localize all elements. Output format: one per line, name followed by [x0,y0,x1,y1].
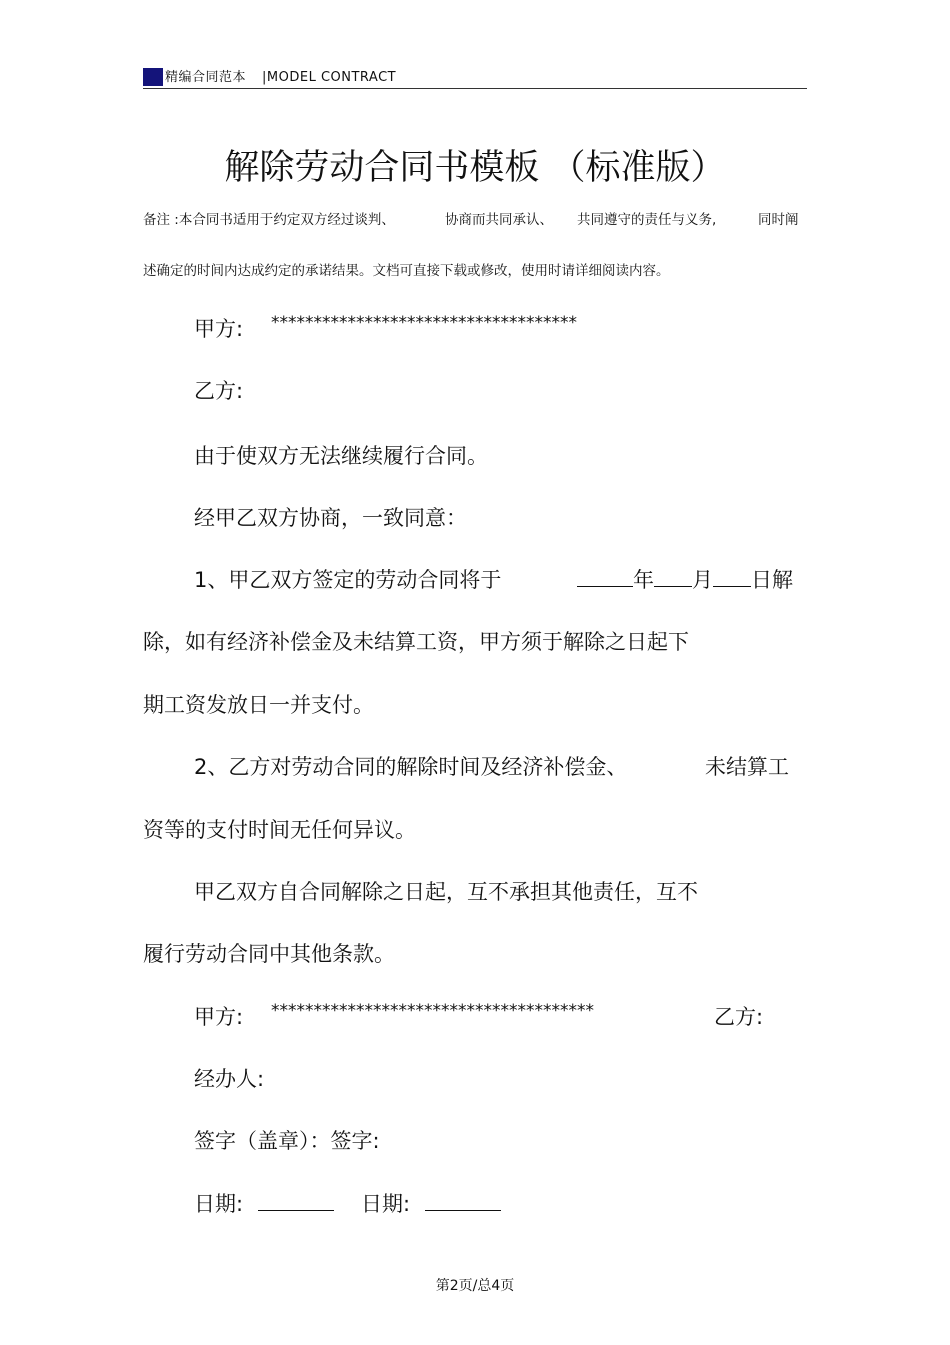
document-title: 解除劳动合同书模板 （标准版） [224,148,726,188]
clause1-day: 日解 [751,568,793,592]
header [165,66,396,85]
note-line2: 述确定的时间内达成约定的承诺结果。文档可直接下载或修改，使用时请详细阅读内容。 [143,263,670,279]
party-a-stars: ************************************ [271,313,577,333]
header-logo-square [143,68,163,86]
clause2-tail: 未结算工 [705,755,789,779]
note-seg4: 同时阐 [758,212,799,228]
header-brand: 精编合同范本 [165,70,247,85]
paragraph-agree: 经甲乙双方协商，一致同意： [194,506,467,530]
mutual-line1: 甲乙双方自合同解除之日起，互不承担其他责任，互不 [194,880,698,904]
sign-party-b-label: 乙方: [714,1005,764,1029]
party-a-label: 甲方: [194,317,244,341]
mutual-line2: 履行劳动合同中其他条款。 [143,942,395,966]
clause1-month: 月 [692,568,713,592]
note-seg3: 共同遵守的责任与义务, [577,212,717,228]
clause2-text: 2、乙方对劳动合同的解除时间及经济补偿金、 [194,755,628,779]
sign-date-b [361,1188,501,1218]
blank-month [654,566,692,587]
note-seg2: 协商而共同承认、 [445,212,553,228]
sign-date-a-label: 日期: [194,1192,244,1216]
note-seg1: 备注 :本合同书适用于约定双方经过谈判、 [143,212,395,228]
sign-party-a-label: 甲方: [194,1005,244,1029]
blank-day [713,566,751,587]
blank-date-a [258,1190,334,1211]
sign-handler: 经办人: [194,1067,265,1091]
paragraph-reason: 由于使双方无法继续履行合同。 [194,444,488,468]
clause1-line3: 期工资发放日一并支付。 [143,693,374,717]
sign-party-a-stars: ************************************** [271,1001,594,1021]
clause1-year: 年 [633,568,654,592]
clause1-date [577,564,793,594]
clause1-line2: 除，如有经济补偿金及未结算工资，甲方须于解除之日起下 [143,630,689,654]
sign-date-a [194,1188,334,1218]
header-subtitle: MODEL CONTRACT [266,70,397,85]
blank-year [577,566,633,587]
party-b-label: 乙方: [194,379,244,403]
blank-date-b [425,1190,501,1211]
header-rule [143,88,807,89]
header-separator: | [262,70,267,85]
page-footer: 第2页/总4页 [435,1278,515,1294]
clause1-text: 1、甲乙双方签定的劳动合同将于 [194,568,502,592]
sign-signature: 签字（盖章）：签字: [194,1129,380,1153]
sign-date-b-label: 日期: [361,1192,411,1216]
clause2-line2: 资等的支付时间无任何异议。 [143,818,416,842]
